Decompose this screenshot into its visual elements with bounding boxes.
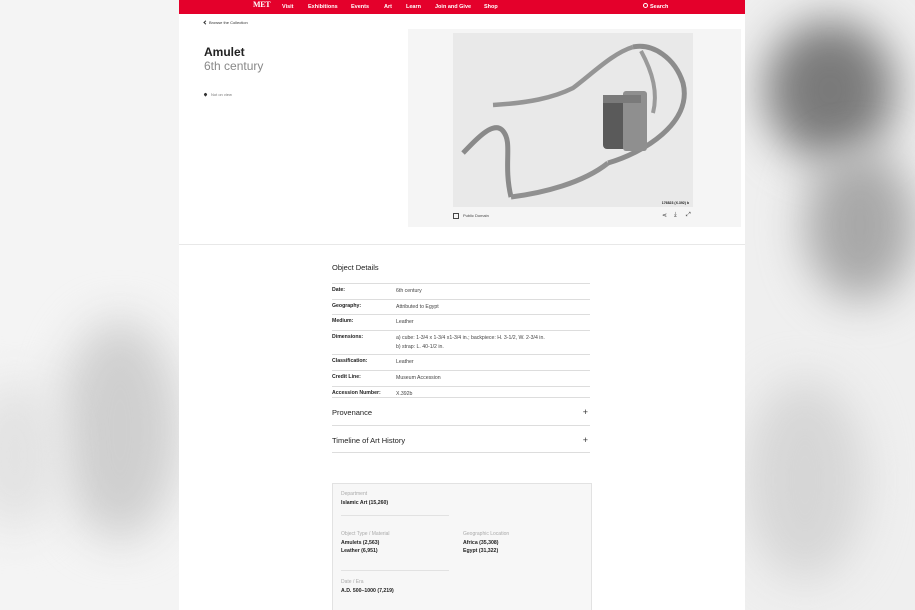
met-logo[interactable]: MET (253, 0, 271, 9)
detail-label: Date: (332, 287, 345, 293)
accordion-provenance[interactable] (332, 397, 590, 425)
location-pin-icon (203, 92, 207, 96)
fullscreen-icon[interactable]: ⤢ (686, 212, 691, 218)
detail-value[interactable]: Leather (396, 359, 414, 366)
department-link[interactable]: Islamic Art (15,260) (341, 500, 389, 506)
detail-value: Museum Accession (396, 374, 441, 381)
location-link-egypt[interactable]: Egypt (31,322) (463, 548, 499, 554)
object-details-heading: Object Details (332, 263, 379, 272)
nav-shop[interactable]: Shop (484, 3, 498, 10)
detail-row-date (332, 283, 590, 299)
view-status-label: Not on view (211, 92, 232, 97)
detail-row-credit-line (332, 370, 590, 386)
view-status (204, 92, 232, 97)
plus-icon: + (582, 435, 588, 445)
photo-reference: 176823 (X.392) b (661, 201, 689, 205)
detail-row-classification (332, 354, 590, 370)
top-navigation (179, 0, 745, 14)
nav-exhibitions[interactable]: Exhibitions (308, 3, 338, 10)
detail-row-geography (332, 299, 590, 315)
object-type-label: Object Type / Material (341, 531, 390, 537)
accordion-label: Provenance (332, 408, 373, 417)
detail-value: a) cube: 1-3/4 x 1-3/4 x1-3/4 in.; backpiece: H. 3-1/2, W. 2-3/4 in. (396, 335, 545, 342)
amulet-photo-drawing (453, 33, 693, 207)
download-icon[interactable]: ⤓ (674, 212, 677, 218)
nav-events[interactable]: Events (351, 3, 370, 10)
detail-value: X.392b (396, 390, 413, 397)
detail-label: Geography: (332, 302, 362, 309)
detail-row-dimensions (332, 330, 590, 354)
image-viewer (408, 29, 741, 227)
breadcrumb-label: Browse the Collection (209, 20, 248, 25)
object-date: 6th century (204, 59, 264, 73)
nav-art[interactable]: Art (384, 3, 392, 10)
era-label: Date / Era (341, 579, 364, 585)
era-link[interactable]: A.D. 500–1000 (7,219) (341, 588, 394, 594)
detail-value: 6th century (396, 288, 422, 294)
detail-label: Classification: (332, 358, 368, 365)
breadcrumb[interactable] (204, 20, 248, 25)
object-type-link-amulets[interactable]: Amulets (2,563) (341, 540, 380, 546)
accordion-timeline[interactable] (332, 425, 590, 453)
object-photo[interactable] (453, 33, 693, 207)
rights-label: Public Domain (463, 213, 489, 219)
department-label: Department (341, 491, 368, 497)
search-label: Search (650, 3, 669, 10)
detail-value-line2: b) strap: L. 40-1/2 in. (396, 343, 444, 350)
plus-icon: + (582, 407, 588, 417)
accordion-divider (332, 452, 590, 453)
location-link-africa[interactable]: Africa (35,308) (463, 540, 499, 546)
detail-label: Dimensions: (332, 334, 364, 341)
detail-row-medium (332, 314, 590, 330)
background-right (745, 0, 915, 610)
background-left (0, 0, 179, 610)
detail-label: Credit Line: (332, 373, 361, 380)
search-icon (643, 3, 648, 8)
rights-statement[interactable] (453, 213, 489, 219)
tag-divider (341, 515, 449, 516)
detail-value: Leather (396, 319, 414, 326)
detail-label: Accession Number: (332, 389, 381, 396)
related-tags-panel (332, 483, 592, 610)
object-page (179, 0, 745, 610)
share-icon[interactable]: ⋖ (662, 213, 668, 219)
nav-learn[interactable]: Learn (406, 3, 421, 10)
public-domain-icon (453, 213, 459, 219)
search-button[interactable] (643, 4, 668, 10)
accordion-label: Timeline of Art History (332, 436, 406, 445)
nav-join-and-give[interactable]: Join and Give (435, 3, 472, 10)
nav-visit[interactable]: Visit (282, 3, 294, 10)
location-label: Geographic Location (463, 531, 510, 537)
detail-label: Medium: (332, 318, 354, 325)
tag-divider (341, 570, 449, 571)
chevron-left-icon (203, 20, 207, 24)
object-title: Amulet (204, 45, 245, 59)
detail-value[interactable]: Attributed to Egypt (396, 303, 439, 310)
object-type-link-leather[interactable]: Leather (6,951) (341, 548, 378, 554)
object-details-table (332, 283, 590, 401)
section-divider (179, 244, 745, 245)
